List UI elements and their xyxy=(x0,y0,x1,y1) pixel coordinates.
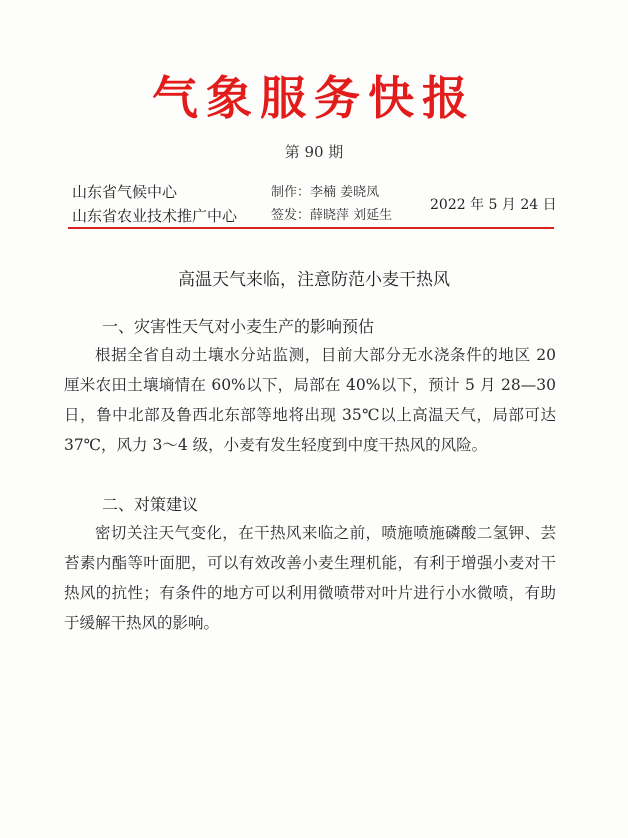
issuer-org-agri-tech-center: 山东省农业技术推广中心 xyxy=(72,207,238,225)
section-body-recommendations: 密切关注天气变化，在干热风来临之前，喷施喷施磷酸二氢钾、芸苔素内酯等叶面肥，可以有效改善小麦生理机能，有利于增强小麦对干热风的抗性；有条件的地方可以利用微喷带对叶片进行小水微喷，有助于缓解干热风的影响。 xyxy=(64,524,556,632)
masthead-title: 气象服务快报 xyxy=(152,71,476,125)
section-heading-recommendations: 二、对策建议 xyxy=(102,495,199,514)
credit-producers: 制作：李楠 姜晓凤 xyxy=(271,185,380,200)
issue-date: 2022 年 5 月 24 日 xyxy=(430,197,557,213)
section-heading-impact: 一、灾害性天气对小麦生产的影响预估 xyxy=(102,317,375,336)
document-title: 高温天气来临，注意防范小麦干热风 xyxy=(178,270,450,290)
issuer-org-climate-center: 山东省气候中心 xyxy=(72,183,178,201)
section-body-impact: 根据全省自动土壤水分站监测，目前大部分无水浇条件的地区 20 厘米农田土壤墒情在 60%以下，局部在 40%以下，预计 5 月 28—30 日，鲁中北部及鲁西北东部等地将出现 35℃以上高温天气，局部可达 37℃，风力 3～4 级，小麦有发生轻度到中度干热风的风险。 xyxy=(64,346,556,454)
red-divider xyxy=(68,227,554,229)
credit-approvers: 签发：薛晓萍 刘延生 xyxy=(271,208,393,223)
issue-number: 第 90 期 xyxy=(284,143,344,161)
